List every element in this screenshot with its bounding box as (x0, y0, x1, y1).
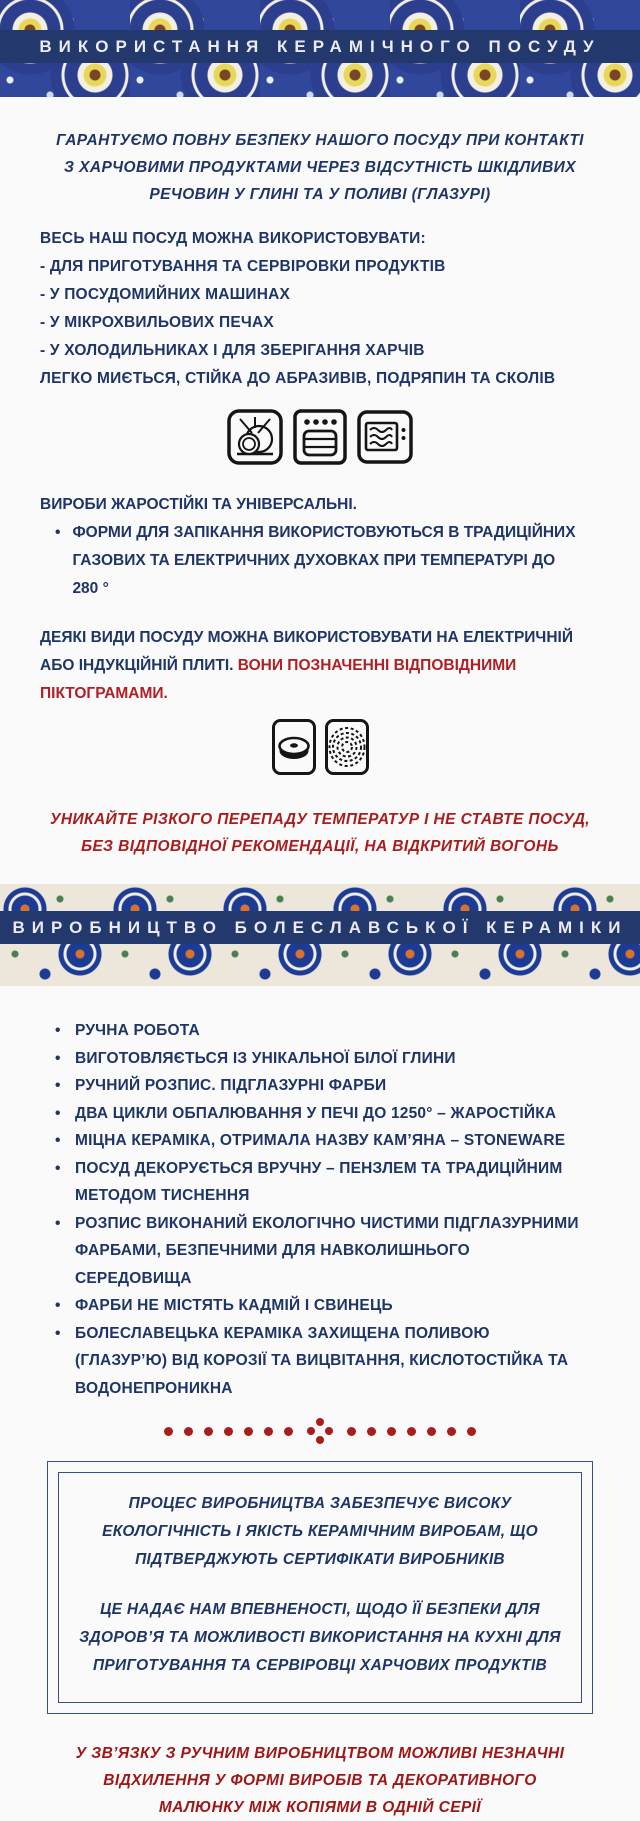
certificate-quote-box (47, 1461, 593, 1714)
stove-icons-row (0, 718, 640, 776)
list-item: • ДВА ЦИКЛИ ОБПАЛЮВАННЯ У ПЕЧІ ДО 1250° – ЖАРОСТІЙКА (55, 1100, 580, 1128)
handmade-variation-note: У ЗВ’ЯЗКУ З РУЧНИМ ВИРОБНИЦТВОМ МОЖЛИВІ НЕЗНАЧНІ ВІДХИЛЕННЯ У ФОРМІ ВИРОБІВ ТА ДЕКОРАТИВНОГО МАЛЮНКУ МІЖ КОПІЯМИ В ОДНІЙ СЕРІЇ (75, 1745, 565, 1816)
usage-item: - У ХОЛОДИЛЬНИКАХ І ДЛЯ ЗБЕРІГАННЯ ХАРЧІВ (40, 342, 425, 359)
usage-banner-title: ВИКОРИСТАННЯ КЕРАМІЧНОГО ПОСУДУ (39, 36, 601, 56)
production-banner (0, 911, 640, 944)
care-icons-row (0, 408, 640, 466)
production-feature-list (55, 1017, 580, 1402)
dishwasher-safe-icon (226, 408, 284, 466)
dotted-divider (0, 1418, 640, 1444)
induction-stove-safe-icon (324, 718, 370, 776)
list-item: • МІЦНА КЕРАМІКА, ОТРИМАЛА НАЗВУ КАМ’ЯНА – STONEWARE (55, 1127, 580, 1155)
certificate-note: ПРОЦЕС ВИРОБНИЦТВА ЗАБЕЗПЕЧУЄ ВИСОКУ ЕКОЛОГІЧНІСТЬ І ЯКІСТЬ КЕРАМІЧНИМ ВИРОБАМ, ЩО ПІДТВЕРДЖУЮТЬ СЕРТИФІКАТИ ВИРОБНИКІВ (102, 1495, 538, 1568)
list-item: • РОЗПИС ВИКОНАНИЙ ЕКОЛОГІЧНО ЧИСТИМИ ПІДГЛАЗУРНИМИ ФАРБАМИ, БЕЗПЕЧНИМИ ДЛЯ НАВКОЛИШНЬОГО СЕРЕДОВИЩА (55, 1210, 580, 1293)
microwave-safe-icon (356, 408, 414, 466)
bullet-marker: • (55, 524, 61, 541)
temperature-warning-text: УНИКАЙТЕ РІЗКОГО ПЕРЕПАДУ ТЕМПЕРАТУР І НЕ СТАВТЕ ПОСУД, БЕЗ ВІДПОВІДНОЇ РЕКОМЕНДАЦІЇ, НА ВІДКРИТИЙ ВОГОНЬ (49, 811, 591, 855)
oven-safe-icon (291, 408, 349, 466)
list-item: • БОЛЕСЛАВЕЦЬКА КЕРАМІКА ЗАХИЩЕНА ПОЛИВОЮ (ГЛАЗУР’Ю) ВІД КОРОЗІЇ ТА ВИЦВІТАННЯ, КИСЛОТОСТІЙКА ТА ВОДОНЕПРОНИКНА (55, 1320, 580, 1403)
hero-image-usage (0, 0, 640, 97)
heat-resistant-heading: ВИРОБИ ЖАРОСТІЙКІ ТА УНІВЕРСАЛЬНІ. (40, 496, 357, 513)
usage-item: - У МІКРОХВИЛЬОВИХ ПЕЧАХ (40, 314, 274, 331)
diamond-dots-ornament (307, 1418, 333, 1444)
baking-bullet (55, 519, 580, 603)
list-item: • ВИГОТОВЛЯЄТЬСЯ ІЗ УНІКАЛЬНОЇ БІЛОЇ ГЛИНИ (55, 1045, 580, 1073)
guarantee-text: ГАРАНТУЄМО ПОВНУ БЕЗПЕКУ НАШОГО ПОСУДУ ПРИ КОНТАКТІ З ХАРЧОВИМИ ПРОДУКТАМИ ЧЕРЕЗ ВІДСУТНІСТЬ ШКІДЛИВИХ РЕЧОВИН У ГЛИНІ ТА У ПОЛИВІ (ГЛАЗУРІ) (56, 132, 584, 203)
baking-bullet-text: ФОРМИ ДЛЯ ЗАПІКАННЯ ВИКОРИСТОВУЮТЬСЯ В ТРАДИЦІЙНИХ ГАЗОВИХ ТА ЕЛЕКТРИЧНИХ ДУХОВКАХ ПРИ ТЕМПЕРАТУРІ ДО 280 ° (72, 524, 576, 597)
easy-clean-text: ЛЕГКО МИЄТЬСЯ, СТІЙКА ДО АБРАЗИВІВ, ПОДРЯПИН ТА СКОЛІВ (40, 370, 556, 387)
stove-paragraph (40, 624, 600, 708)
stove-sentence-navy: ДЕЯКІ ВИДИ ПОСУДУ МОЖНА ВИКОРИСТОВУВАТИ НА ЕЛЕКТРИЧНІЙ АБО ІНДУКЦІЙНІЙ ПЛИТІ. (40, 629, 573, 674)
list-item: • РУЧНА РОБОТА (55, 1017, 580, 1045)
usage-heading: ВЕСЬ НАШ ПОСУД МОЖНА ВИКОРИСТОВУВАТИ: (40, 230, 426, 247)
usage-item: - ДЛЯ ПРИГОТУВАННЯ ТА СЕРВІРОВКИ ПРОДУКТІВ (40, 258, 446, 275)
list-item: • РУЧНИЙ РОЗПИС. ПІДГЛАЗУРНІ ФАРБИ (55, 1072, 580, 1100)
safety-note: ЦЕ НАДАЄ НАМ ВПЕВНЕНОСТІ, ЩОДО ЇЇ БЕЗПЕКИ ДЛЯ ЗДОРОВ’Я ТА МОЖЛИВОСТІ ВИКОРИСТАННЯ НА КУХНІ ДЛЯ ПРИГОТУВАННЯ ТА СЕРВІРОВЦІ ХАРЧОВИХ ПРОДУКТІВ (79, 1601, 561, 1674)
hero-image-production (0, 884, 640, 986)
stove-sentence-red: ВОНИ ПОЗНАЧЕННІ ВІДПОВІДНИМИ ПІКТОГРАМАМИ. (40, 657, 517, 702)
usage-item: - У ПОСУДОМИЙНИХ МАШИНАХ (40, 286, 291, 303)
electric-stove-safe-icon (271, 718, 317, 776)
list-item: • ПОСУД ДЕКОРУЄТЬСЯ ВРУЧНУ – ПЕНЗЛЕМ ТА ТРАДИЦІЙНИМ МЕТОДОМ ТИСНЕННЯ (55, 1155, 580, 1210)
usage-banner (0, 30, 640, 63)
production-banner-title: ВИРОБНИЦТВО БОЛЕСЛАВСЬКОЇ КЕРАМІКИ (12, 917, 628, 937)
list-item: • ФАРБИ НЕ МІСТЯТЬ КАДМІЙ І СВИНЕЦЬ (55, 1292, 580, 1320)
